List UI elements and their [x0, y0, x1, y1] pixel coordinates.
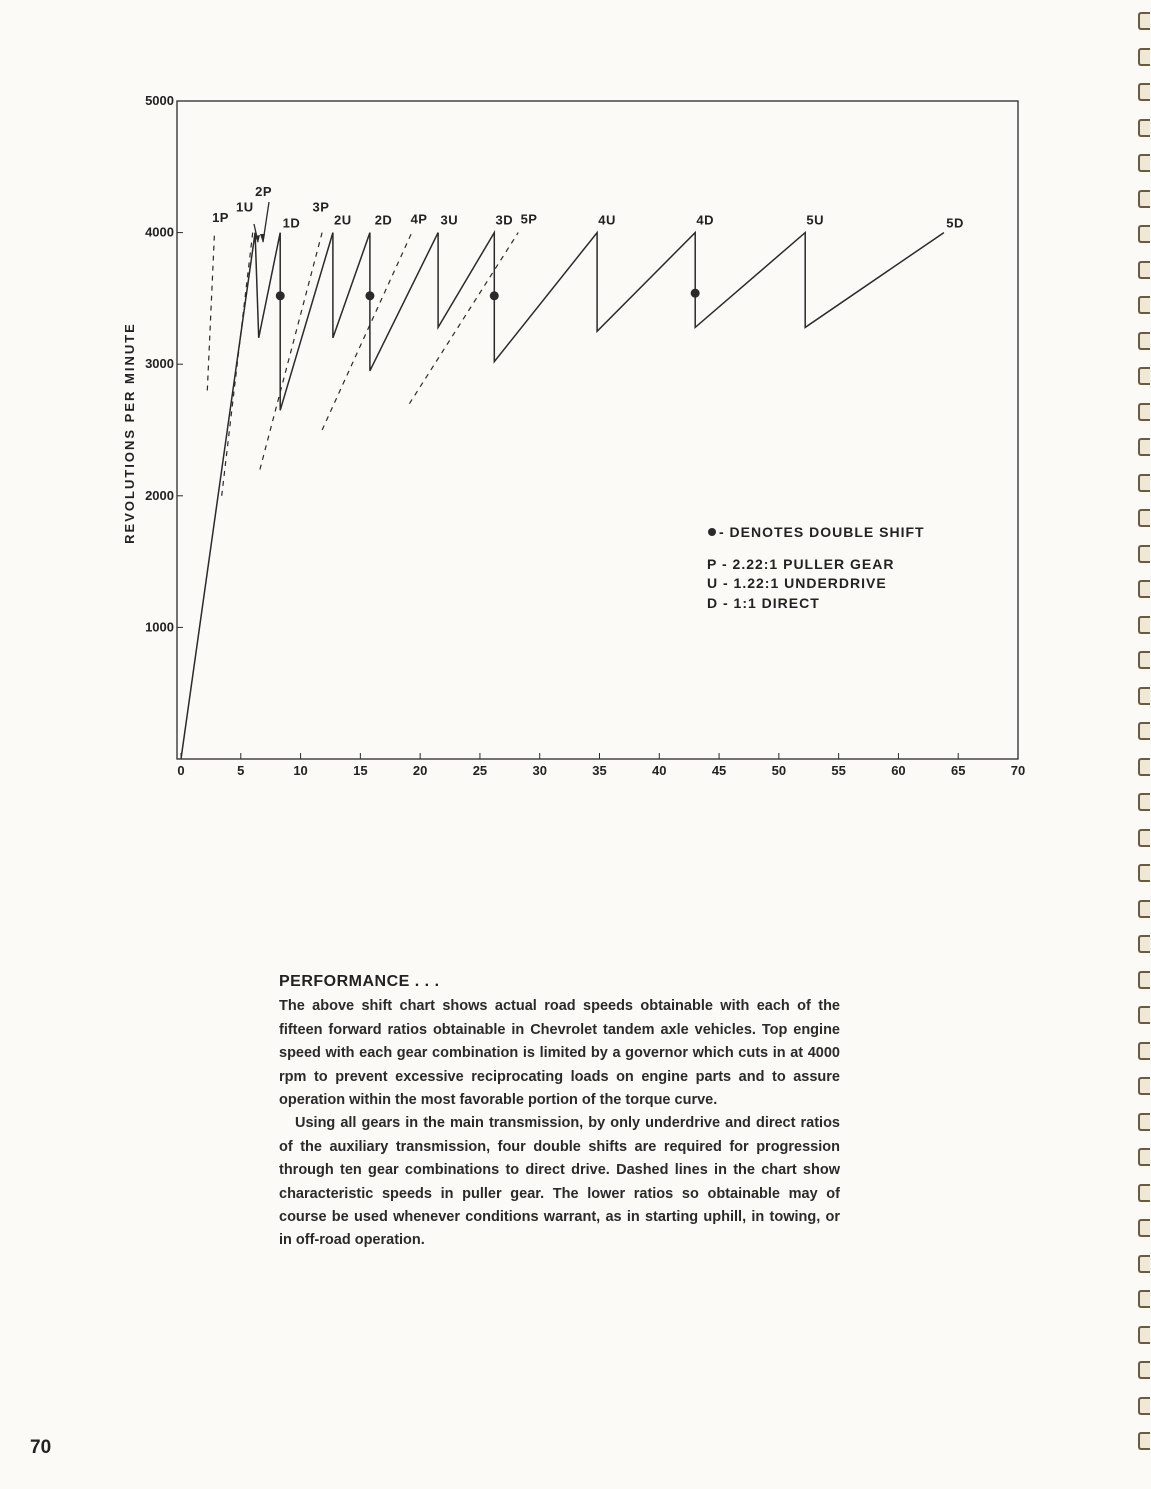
y-tick-label: 1000: [145, 619, 174, 635]
x-tick-label: 30: [532, 763, 547, 778]
plot-frame: [177, 101, 1018, 759]
legend-marker-text: - DENOTES DOUBLE SHIFT: [719, 524, 925, 540]
double-shift-point: [365, 291, 374, 300]
gear-label-5p: 5P: [520, 211, 538, 227]
article-paragraph-1: The above shift chart shows actual road speeds obtainable with each of the fifteen forward ratios obtainable in Chevrolet tandem axle vehicles. Top engine speed with each gear combination is limited by a governor which cuts in at 4000 rpm to prevent excessive reciprocating loads on engine parts and to assure operation within the most favorable portion of the torque curve.: [279, 998, 840, 1109]
gear-label-1d: 1D: [282, 215, 301, 231]
gear-label-5d: 5D: [946, 215, 964, 231]
gear-label-1p: 1P: [212, 210, 229, 226]
page-number: 70: [30, 1437, 52, 1458]
binding-hole: [1138, 332, 1150, 350]
double-shift-point: [276, 291, 285, 300]
x-tick-label: 20: [412, 763, 428, 778]
x-tick-label: 35: [592, 763, 607, 778]
gear-label-3u: 3U: [440, 212, 459, 228]
article-paragraph-2: Using all gears in the main transmission, by only underdrive and direct ratios of the auxiliary transmission, four double shifts are required for progression through ten gear combinations to direct drive. Dashed lines in the chart show characteristic speeds in puller gear. The lower ratios so obtainable may of course be used whenever conditions warrant, as in starting uphill, in towing, or in off-road operation.: [279, 1115, 840, 1249]
binding-hole: [1138, 1219, 1150, 1237]
x-tick-label: 50: [771, 763, 787, 778]
x-tick-label: 65: [950, 763, 966, 778]
binding-hole: [1138, 1184, 1150, 1202]
binding-hole: [1138, 935, 1150, 953]
binding-hole: [1138, 793, 1150, 811]
binding-hole: [1138, 296, 1150, 314]
article-heading: PERFORMANCE . . .: [279, 973, 440, 990]
binding-hole: [1138, 1148, 1150, 1166]
binding-hole: [1138, 1290, 1150, 1308]
binding-hole: [1138, 651, 1150, 669]
y-tick-label: 3000: [145, 356, 174, 372]
x-tick-label: 55: [831, 763, 846, 778]
binding-hole: [1138, 580, 1150, 598]
binding-hole: [1138, 687, 1150, 705]
legend-entry-underdrive: U - 1.22:1 UNDERDRIVE: [707, 575, 887, 591]
gear-label-2u: 2U: [334, 212, 352, 228]
binding-hole: [1138, 1042, 1150, 1060]
binding-hole: [1138, 190, 1150, 208]
gear-label-5u: 5U: [806, 212, 824, 228]
gear-label-2d: 2D: [374, 212, 393, 228]
binding-hole: [1138, 12, 1150, 30]
binding-hole: [1138, 1432, 1150, 1450]
x-tick-label: 10: [293, 763, 308, 778]
legend-entry-direct: D - 1:1 DIRECT: [707, 595, 820, 611]
double-shift-point: [691, 289, 700, 298]
binding-hole: [1138, 83, 1150, 101]
x-tick-label: 45: [711, 763, 727, 778]
y-tick-label: 2000: [145, 487, 174, 503]
legend-double-shift-marker: [708, 528, 716, 536]
binding-hole: [1138, 367, 1150, 385]
gear-label-2p: 2P: [255, 183, 273, 199]
x-tick-label: 70: [1010, 763, 1026, 778]
binding-hole: [1138, 900, 1150, 918]
binding-hole: [1138, 971, 1150, 989]
binding-hole: [1138, 758, 1150, 776]
binding-hole: [1138, 1326, 1150, 1344]
binding-hole: [1138, 1113, 1150, 1131]
puller-line-1p: [207, 233, 214, 391]
binding-hole: [1138, 119, 1150, 137]
y-tick-label: 4000: [145, 224, 174, 240]
x-tick-label: 40: [652, 763, 667, 778]
legend-entry-puller: P - 2.22:1 PULLER GEAR: [707, 556, 895, 572]
gear-label-1u: 1U: [236, 199, 254, 215]
gear-label-4p: 4P: [410, 211, 428, 227]
binding-hole: [1138, 1077, 1150, 1095]
spiral-binding: [1137, 0, 1151, 1489]
gear-label-3d: 3D: [495, 212, 514, 228]
binding-hole: [1138, 261, 1150, 279]
binding-hole: [1138, 154, 1150, 172]
binding-hole: [1138, 509, 1150, 527]
x-tick-label: 0: [177, 763, 185, 778]
main-shift-line: [181, 233, 944, 759]
gear-label-4d: 4D: [696, 212, 714, 228]
binding-hole: [1138, 403, 1150, 421]
performance-article: [279, 970, 840, 1253]
puller-line-3p: [260, 233, 322, 470]
binding-hole: [1138, 1006, 1150, 1024]
y-axis-title: REVOLUTIONS PER MINUTE: [122, 322, 137, 544]
x-tick-label: 15: [353, 763, 368, 778]
binding-hole: [1138, 616, 1150, 634]
binding-hole: [1138, 722, 1150, 740]
y-tick-label: 5000: [145, 93, 174, 108]
binding-hole: [1138, 864, 1150, 882]
x-tick-label: 25: [472, 763, 488, 778]
binding-hole: [1138, 545, 1150, 563]
binding-hole: [1138, 48, 1150, 66]
binding-hole: [1138, 438, 1150, 456]
gear-label-4u: 4U: [598, 212, 616, 228]
binding-hole: [1138, 829, 1150, 847]
legend: [707, 524, 925, 611]
binding-hole: [1138, 1397, 1150, 1415]
x-tick-label: 60: [891, 763, 906, 778]
double-shift-point: [490, 291, 499, 300]
binding-hole: [1138, 1255, 1150, 1273]
gear-label-3p: 3P: [312, 199, 330, 215]
x-tick-label: 5: [237, 763, 245, 778]
binding-hole: [1138, 1361, 1150, 1379]
binding-hole: [1138, 474, 1150, 492]
binding-hole: [1138, 225, 1150, 243]
